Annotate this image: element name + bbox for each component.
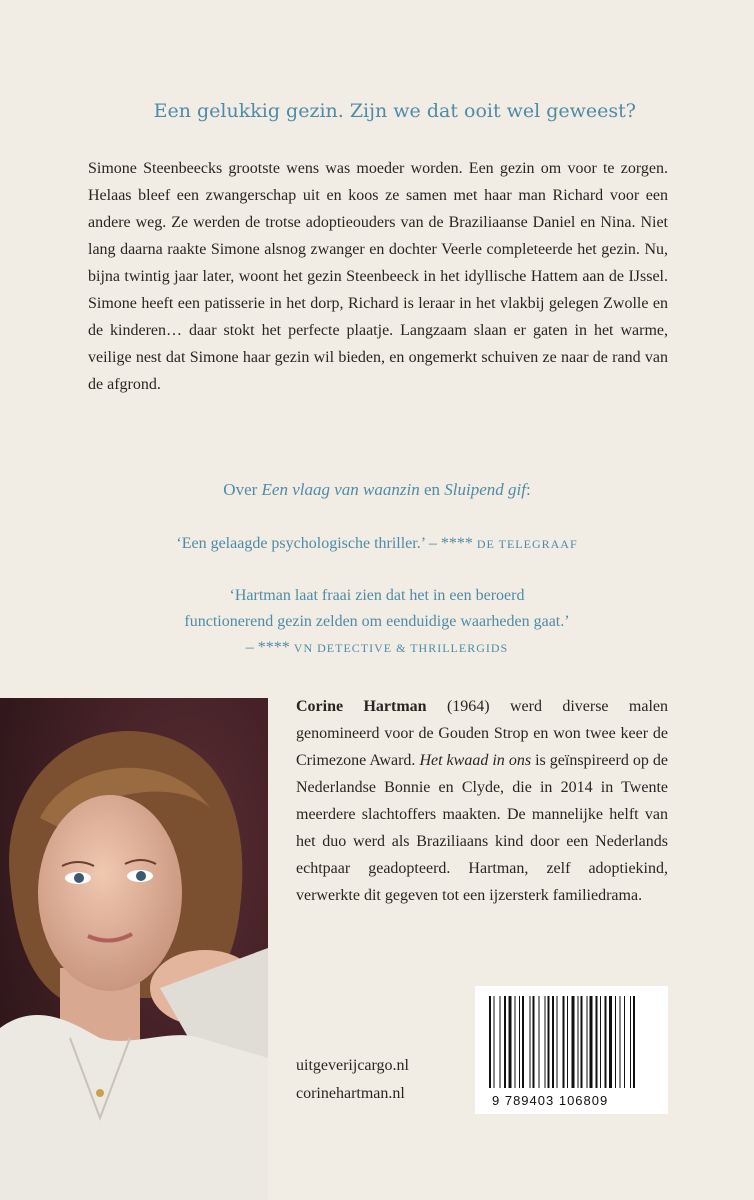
book-title-2: Sluipend gif: [444, 480, 526, 499]
barcode-bar: [609, 996, 612, 1088]
barcode-bar: [587, 996, 588, 1088]
author-bio-part2: is geïnspireerd op de Nederlandse Bonnie en Clyde, die in 2014 in Twente meerdere slachtoffers maakten. De mannelijke helft van het duo werd als Braziliaans kind door een Nederlands echtpaar geadopteerd. Hartman, zelf adoptiekind, verwerkte dit gegeven tot een ijzersterk familiedrama.: [296, 752, 669, 904]
barcode-bar: [489, 996, 491, 1088]
reviews-intro-prefix: Over: [223, 480, 262, 499]
barcode-bar: [504, 996, 506, 1088]
book-title-current: Het kwaad in ons: [419, 752, 532, 769]
barcode-bar: [522, 996, 524, 1088]
author-bio: [296, 693, 668, 909]
barcode-bar: [615, 996, 616, 1088]
barcode-bar: [500, 996, 501, 1088]
book-title-1: Een vlaag van waanzin: [261, 480, 420, 499]
barcode-bar: [624, 996, 625, 1088]
review-quote-1: [0, 535, 754, 553]
author-name: Corine Hartman: [296, 698, 427, 715]
review-quote-2-rating: – ****: [245, 639, 294, 656]
barcode-bar: [509, 996, 512, 1088]
barcode-bar: [590, 996, 593, 1088]
barcode-bar: [563, 996, 565, 1088]
barcode-bar: [552, 996, 554, 1088]
review-quote-1-source: DE TELEGRAAF: [476, 537, 578, 551]
barcode-bar: [600, 996, 601, 1088]
barcode-bar: [572, 996, 575, 1088]
barcode-bar: [630, 996, 631, 1088]
barcode-bar: [548, 996, 550, 1088]
barcode-bar: [578, 996, 579, 1088]
author-photo: [0, 698, 268, 1200]
tagline: Een gelukkig gezin. Zijn we dat ooit wel geweest?: [153, 100, 636, 122]
blurb: Simone Steenbeecks grootste wens was moeder worden. Een gezin om voor te zorgen. Helaas bleef een zwangerschap uit en koos ze samen met haar man Richard voor een andere weg. Ze werden de trotse adoptieouders van de Braziliaanse Daniel en Nina. Niet lang daarna raakte Simone alsnog zwanger en dochter Veerle completeerde het gezin. Nu, bijna twintig jaar later, woont het gezin Steenbeeck in het idyllische Hattem aan de IJssel. Simone heeft een patisserie in het dorp, Richard is leraar in het vlakbij gelegen Zwolle en de kinderen… daar stokt het perfecte plaatje. Langzaam slaan er gaten in het warme, veilige nest dat Simone haar gezin wil bieden, en ongemerkt schuiven ze naar de rand van de afgrond.: [88, 160, 668, 393]
review-quote-2-source: VN DETECTIVE & THRILLERGIDS: [293, 641, 509, 655]
reviews-intro: [0, 480, 754, 500]
barcode-bar: [581, 996, 583, 1088]
barcode-bar: [567, 996, 568, 1088]
author-bio-part1: (1964) werd diverse malen genomineerd voor de Gouden Strop en won twee keer de Crimezone Award.: [296, 698, 669, 769]
barcode-bar: [515, 996, 516, 1088]
barcode-bar: [633, 996, 635, 1088]
reviews-intro-mid: en: [419, 480, 445, 499]
barcode-bar: [519, 996, 520, 1088]
website-author[interactable]: corinehartman.nl: [296, 1085, 405, 1102]
isbn-number: 9 789403 106809: [492, 1093, 609, 1108]
barcode-bar: [596, 996, 598, 1088]
review-quote-2-line3: [0, 635, 754, 661]
review-quote-2-line1: ‘Hartman laat fraai zien dat het in een beroerd: [229, 587, 525, 604]
barcode-bar: [605, 996, 607, 1088]
review-quote-2-line2: functionerend gezin zelden om eenduidige waarheden gaat.’: [184, 613, 570, 630]
barcode-bar: [545, 996, 546, 1088]
barcode-bar: [530, 996, 531, 1088]
barcode-bar: [533, 996, 535, 1088]
barcode-bar: [539, 996, 540, 1088]
reviews-intro-suffix: :: [525, 480, 531, 499]
barcode-bar: [620, 996, 621, 1088]
review-quote-1-text: ‘Een gelaagde psychologische thriller.’ – ****: [176, 535, 477, 552]
barcode-bar: [494, 996, 495, 1088]
website-publisher[interactable]: uitgeverijcargo.nl: [296, 1057, 409, 1074]
review-quote-2: [0, 583, 754, 661]
barcode-bar: [557, 996, 558, 1088]
